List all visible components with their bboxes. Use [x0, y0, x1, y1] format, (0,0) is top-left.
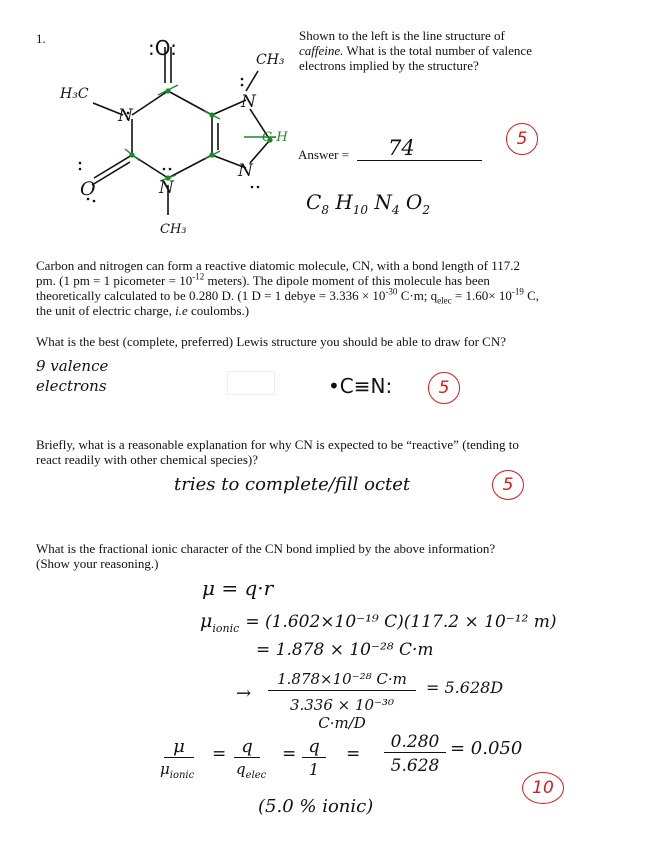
q1-answer-value: 74 [388, 136, 415, 160]
frac3-denominator: 1 [308, 760, 320, 779]
q4-prompt [36, 541, 636, 571]
work-line2 [200, 610, 557, 635]
mu-ionic-expression: = (1.602×10⁻¹⁹ C)(117.2 × 10⁻¹² m) [245, 612, 557, 632]
nitrogen-1-label: N [118, 106, 133, 126]
frac3-numerator: q [302, 736, 326, 758]
para-line3b: C·m; q [397, 288, 438, 303]
q1-prompt-line2-rest: What is the total number of valence [343, 43, 532, 58]
frac2-den-symbol: q [236, 760, 246, 778]
q1-prompt [299, 28, 599, 73]
formula-hydrogen: H [335, 190, 353, 214]
frac1-den-sub: ionic [169, 770, 195, 781]
q2-handwritten-note [36, 356, 108, 396]
work-line4-result: = 5.628D [426, 678, 504, 697]
para-line2b: meters). The dipole moment of this molecule has been [204, 273, 490, 288]
formula-nitrogen-count: 4 [391, 203, 400, 217]
work-conclusion: (5.0 % ionic) [258, 796, 374, 817]
para-line3a: theoretically calculated to be 0.280 D. (1 D = 1 debye = 3.336 × 10 [36, 288, 386, 303]
para-line3 [36, 286, 626, 306]
para-line2a: pm. (1 pm = 1 picometer = 10 [36, 273, 193, 288]
question-number: 1. [36, 31, 46, 46]
blank-area [228, 372, 274, 394]
q1-answer-line [357, 160, 482, 161]
work-line3: = 1.878 × 10⁻²⁸ C·m [256, 640, 434, 660]
work-final-result: = 0.050 [450, 738, 523, 759]
q2-score: 5 [428, 372, 460, 404]
frac1-numerator: μ [164, 736, 194, 758]
frac2-den-sub: elec [245, 770, 267, 781]
para-line3d: C, [523, 288, 539, 303]
work-arrow: → [236, 683, 252, 704]
ring-bond [132, 91, 168, 115]
q1-prompt-line2 [299, 43, 599, 58]
mu-ionic-sub: ionic [212, 621, 240, 635]
para-line3c: = 1.60× 10 [451, 288, 512, 303]
nitrogen-9-label: N [238, 161, 253, 181]
nitrogen-7-label: N [241, 92, 256, 112]
q1-score: 5 [506, 123, 538, 155]
methyl-top-label: CH₃ [256, 52, 285, 68]
methyl-bottom-label: CH₃ [160, 222, 187, 237]
q4-prompt-line2: (Show your reasoning.) [36, 556, 159, 571]
para-line4b: coulombs.) [187, 303, 250, 318]
work-line4-numerator: 1.878×10⁻²⁸ C·m [268, 670, 416, 691]
work-line1: μ = q·r [202, 576, 274, 600]
frac2-numerator: q [234, 736, 260, 758]
q4-prompt-line1: What is the fractional ionic character of the CN bond implied by the above information? [36, 541, 496, 556]
formula-nitrogen: N [374, 190, 392, 214]
para-line4a: the unit of electric charge, [36, 303, 176, 318]
mu-ionic-symbol: μ [200, 610, 213, 632]
q3-prompt-line1: Briefly, what is a reasonable explanation for why CN is expected to be “reactive” (tending to [36, 437, 519, 452]
q3-prompt-line2: react readily with other chemical species)? [36, 452, 258, 467]
formula-oxygen-count: 2 [422, 203, 430, 217]
q1-prompt-line1: Shown to the left is the line structure of [299, 28, 505, 43]
q1-prompt-line3: electrons implied by the structure? [299, 58, 479, 73]
frac4-denominator: 5.628 [390, 756, 440, 776]
para-line2-exp: -12 [192, 271, 205, 282]
frac1-denominator [160, 760, 195, 781]
frac2-denominator [236, 760, 267, 781]
q1-answer-label: Answer = [298, 147, 350, 162]
para-line3-exp: -30 [385, 286, 398, 297]
eq1: = [212, 744, 227, 764]
formula-carbon: C [306, 190, 322, 214]
q2-note-line2: electrons [36, 377, 107, 395]
formula-hydrogen-count: 10 [352, 203, 369, 217]
eq3: = [346, 744, 361, 764]
c-o-left-bond [94, 155, 132, 178]
cn-intro-paragraph [36, 258, 626, 318]
caffeine-word: caffeine. [299, 43, 344, 58]
para-line2 [36, 273, 626, 288]
q2-note-line1: 9 valence [36, 357, 109, 375]
n-ch3-top-bond [246, 71, 258, 91]
molecular-formula [306, 190, 430, 217]
para-line3-exp2: -19 [511, 286, 524, 297]
ch-annotation-label: C-H [262, 130, 288, 145]
frac4-numerator: 0.280 [384, 732, 446, 753]
frac1-den-symbol: μ [160, 760, 170, 778]
q3-prompt [36, 437, 636, 467]
oxygen-left-label: O [80, 178, 96, 200]
q4-score: 10 [522, 772, 564, 804]
formula-oxygen: O [405, 190, 423, 214]
q3-answer: tries to complete/fill octet [174, 474, 411, 495]
nitrogen-3-label: N [159, 178, 174, 198]
formula-carbon-count: 8 [321, 203, 329, 217]
q2-prompt: What is the best (complete, preferred) Lewis structure you should be able to draw for CN? [36, 334, 507, 349]
para-line1: Carbon and nitrogen can form a reactive diatomic molecule, CN, with a bond length of 117.2 [36, 258, 520, 273]
eq2: = [282, 744, 297, 764]
para-line3-sub: elec [437, 295, 452, 306]
work-line4-denominator: 3.336 × 10⁻³⁰ C·m/D [289, 696, 395, 732]
oxygen-top-label: :O: [148, 36, 177, 60]
q3-score: 5 [492, 470, 524, 500]
cn-lewis-structure: •C≡N: [328, 374, 393, 398]
para-line4-italic: i.e [175, 303, 188, 318]
methyl-left-label: H₃C [60, 86, 89, 102]
para-line4 [36, 303, 626, 318]
